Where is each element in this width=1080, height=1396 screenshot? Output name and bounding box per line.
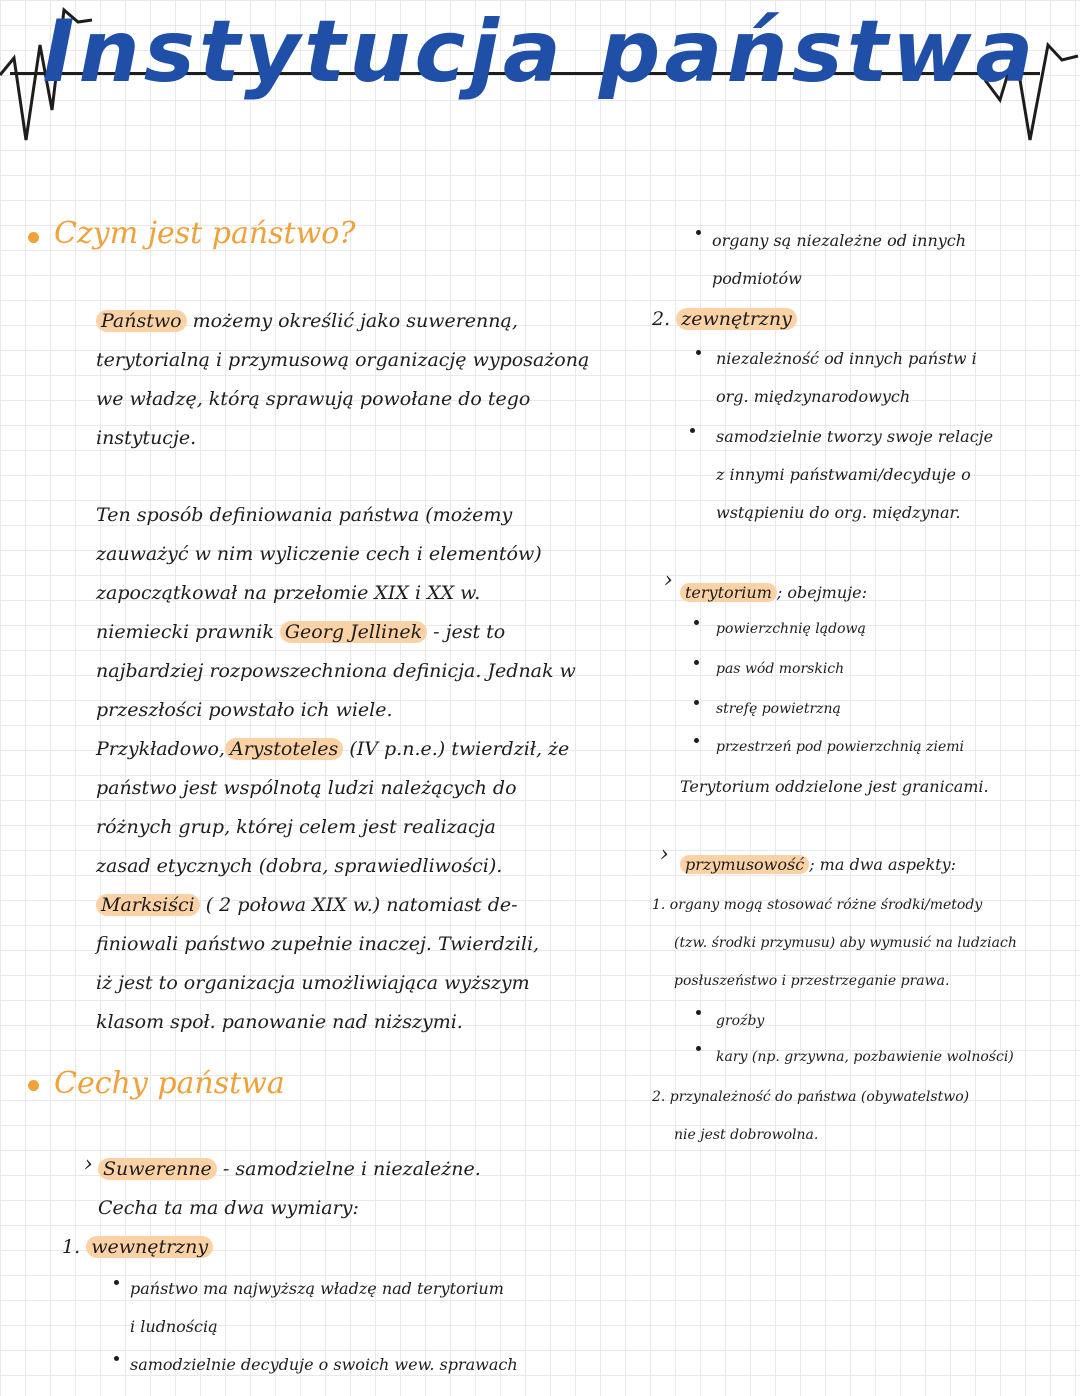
- bullet-dot: [690, 428, 695, 433]
- bullet-dot: [114, 1356, 119, 1361]
- terytorium-item-4: przestrzeń pod powierzchnią ziemi: [716, 739, 964, 755]
- section-heading-cechy: Cechy państwa: [54, 1066, 285, 1101]
- term-arystoteles: Arystoteles: [225, 738, 343, 760]
- history-paragraph: Ten sposób definiowania państwa (możemy zauważyć w nim wyliczenie cech i elementów) zapoczątkował na przełomie XIX i XX w. niemiecki prawnik Georg Jellinek - jest to najbardziej rozpowszechniona definicja. Jednak w przeszłości powstało ich wiele. Przykładowo, Arystoteles (IV p.n.e.) twierdził, że państwo jest wspólnotą ludzi należących do różnych grup, której celem jest realizacja zasad etycznych (dobra, sprawiedliwości). Marksiści ( 2 połowa XIX w.) natomiast de- finiowali państwo zupełnie inaczej. Twierdzili, iż jest to organizacja umożliwiająca wyższym klasom społ. panowanie nad niższymi.: [96, 504, 576, 1033]
- przymusowosc-aspect-1: 1. organy mogą stosować różne środki/metody (tzw. środki przymusu) aby wymusić na ludziach posłuszeństwo i przestrzeganie prawa.: [652, 897, 1017, 989]
- terytorium-note: Terytorium oddzielone jest granicami.: [680, 777, 989, 796]
- przymus-item-2: kary (np. grzywna, pozbawienie wolności): [716, 1049, 1014, 1065]
- arrow-marker-icon: ›: [84, 1152, 93, 1177]
- suwerenne-line: Suwerenne - samodzielne i niezależne. Cecha ta ma dwa wymiary:: [98, 1158, 481, 1219]
- term-suwerenne: Suwerenne: [98, 1158, 217, 1180]
- terytorium-item-3: strefę powietrzną: [716, 701, 841, 717]
- definition-paragraph: Państwo możemy określić jako suwerenną, terytorialną i przymusową organizację wyposażoną we władzę, którą sprawują powołane do tego instytucje.: [96, 310, 590, 449]
- bullet-dot: [694, 620, 699, 625]
- term-jellinek: Georg Jellinek: [280, 621, 427, 643]
- page-title: Instytucja państwa: [42, 2, 1038, 102]
- term-zewnetrzny: zewnętrzny: [676, 308, 797, 330]
- zewnetrzny-item-2: samodzielnie tworzy swoje relacje z innymi państwami/decyduje o wstąpieniu do org. międzynar.: [716, 427, 994, 522]
- wewnetrzny-item-2: samodzielnie decyduje o swoich wew. sprawach: [130, 1355, 518, 1374]
- arrow-marker-icon: ›: [664, 568, 673, 593]
- bullet-dot: [694, 738, 699, 743]
- term-wewnetrzny: wewnętrzny: [86, 1236, 213, 1258]
- terytorium-item-1: powierzchnię lądową: [716, 621, 866, 637]
- term-terytorium: terytorium: [680, 583, 777, 602]
- przymusowosc-line: przymusowość ; ma dwa aspekty:: [680, 846, 956, 884]
- bullet-dot: [696, 230, 701, 235]
- bullet-dot: [694, 700, 699, 705]
- bullet-dot: [694, 660, 699, 665]
- zewnetrzny-line: 2. zewnętrzny: [652, 300, 797, 339]
- term-marksisci: Marksiści: [96, 894, 200, 916]
- bullet-dot: [696, 350, 701, 355]
- organy-niezalezne: organy są niezależne od innych podmiotów: [712, 231, 967, 288]
- terytorium-line: terytorium ; obejmuje:: [680, 574, 867, 612]
- heading-bullet: [28, 1080, 39, 1091]
- term-przymusowosc: przymusowość: [680, 855, 809, 874]
- section-heading-czym-jest: Czym jest państwo?: [54, 216, 356, 251]
- term-panstwo: Państwo: [96, 310, 187, 332]
- arrow-marker-icon: ›: [660, 842, 669, 867]
- zewnetrzny-item-1: niezależność od innych państw i org. międzynarodowych: [716, 349, 977, 406]
- wewnetrzny-item-1: państwo ma najwyższą władzę nad terytorium i ludnością: [130, 1279, 504, 1336]
- bullet-dot: [696, 1046, 701, 1051]
- bullet-dot: [696, 1010, 701, 1015]
- bullet-dot: [114, 1280, 119, 1285]
- przymusowosc-aspect-2: 2. przynależność do państwa (obywatelstwo) nie jest dobrowolna.: [652, 1089, 970, 1143]
- przymus-item-1: groźby: [716, 1013, 765, 1029]
- terytorium-item-2: pas wód morskich: [716, 661, 845, 677]
- heading-bullet: [28, 232, 39, 243]
- wewnetrzny-line: 1. wewnętrzny: [62, 1228, 213, 1267]
